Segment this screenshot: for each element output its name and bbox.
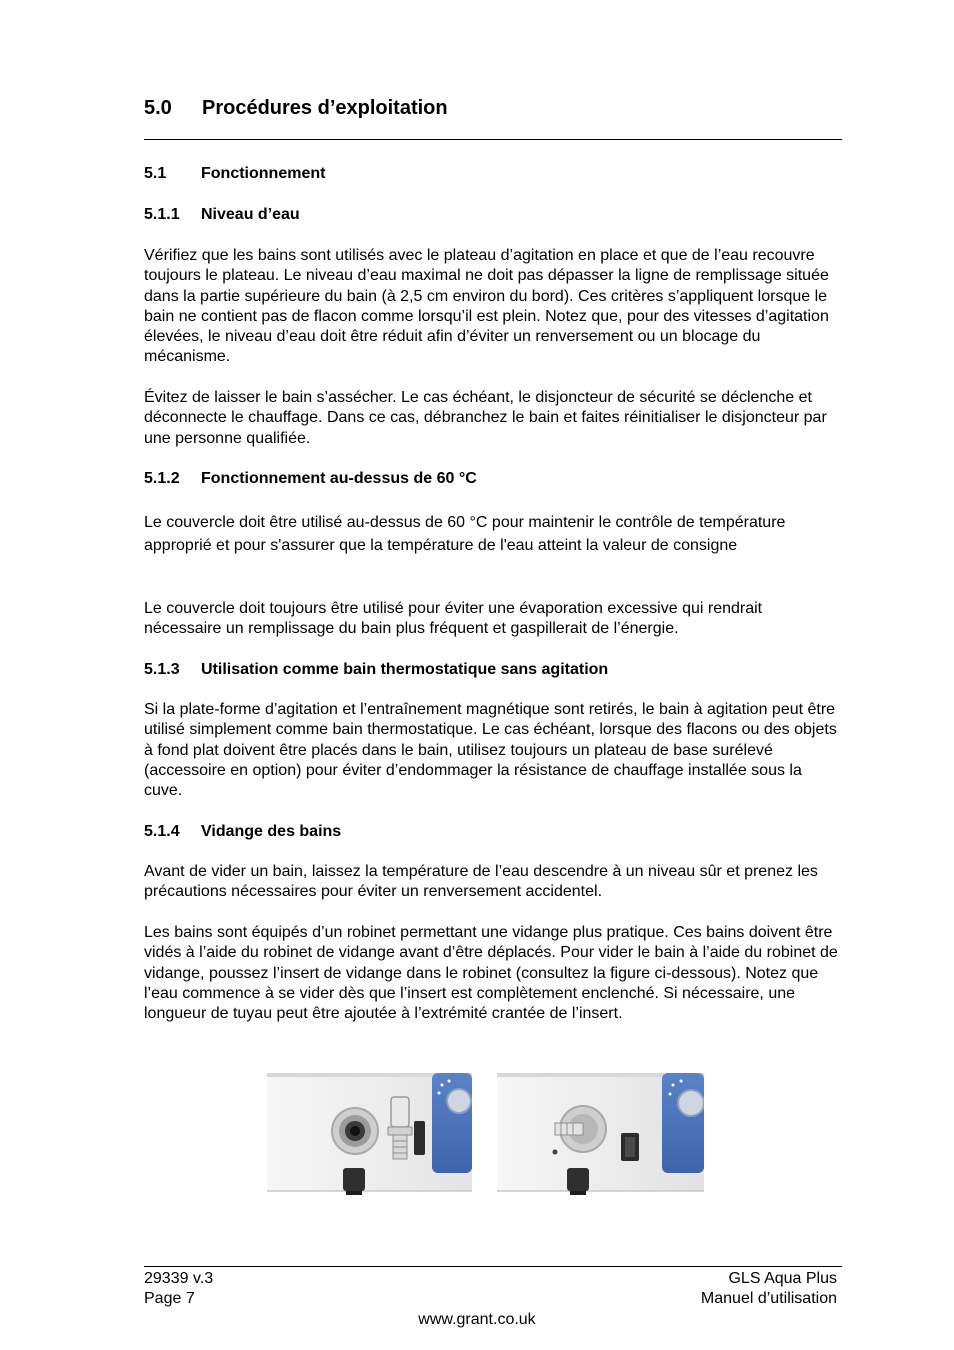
heading-title: Fonctionnement au-dessus de 60 °C bbox=[201, 470, 477, 487]
heading-number: 5.1.1 bbox=[144, 206, 180, 223]
section-title: Procédures d’exploitation bbox=[202, 97, 448, 119]
heading-5-1-3 bbox=[144, 661, 608, 679]
drain-tap-photo-insert-engaged bbox=[497, 1073, 704, 1218]
section-number: 5.0 bbox=[144, 97, 172, 119]
subsection-heading bbox=[144, 165, 325, 183]
footer-website: www.grant.co.uk bbox=[418, 1311, 536, 1328]
paragraph-water-level-1: Vérifiez que les bains sont utilisés avec le plateau d’agitation en place et que de l’eau recouvre toujours le plateau. Le niveau d’eau maximal ne doit pas dépasser la ligne de remplissage située dans la partie supérieure du bain (à 2,5 cm environ du bord). Ces critères s’appliquent lorsque le bain ne contient pas de flacon comme lorsqu’il est plein. Notez que, pour des vitesses d’agitation élevées, le niveau d’eau doit être réduit afin d’éviter un renversement ou un blocage du mécanisme. bbox=[144, 247, 829, 366]
heading-title: Niveau d’eau bbox=[201, 206, 300, 223]
heading-rule bbox=[144, 139, 842, 140]
footer-product-name: GLS Aqua Plus bbox=[728, 1270, 837, 1287]
paragraph-lid-2: Le couvercle doit toujours être utilisé pour éviter une évaporation excessive qui rendrait nécessaire un remplissage du bain plus fréquent et gaspillerait de l’énergie. bbox=[144, 600, 763, 638]
heading-5-1-4 bbox=[144, 823, 341, 841]
footer-doc-number: 29339 v.3 bbox=[144, 1270, 214, 1287]
paragraph-drain-2: Les bains sont équipés d’un robinet permettant une vidange plus pratique. Ces bains doivent être vidés à l’aide du robinet de vidange avant d’être déplacés. Pour vider le bain à l’aide du robinet de vidange, poussez l’insert de vidange dans le robinet (consultez la figure ci-dessous). Notez que l’eau commence à se vider dès que l’insert est complètement enclenché. Si nécessaire, une longueur de tuyau peut être ajoutée à l’extrémité crantée de l’insert. bbox=[144, 924, 838, 1023]
paragraph-lid-1: Le couvercle doit être utilisé au-dessus de 60 °C pour maintenir le contrôle de température approprié et pour s'assurer que la température de l'eau atteint la valeur de consigne bbox=[144, 514, 786, 554]
heading-title: Utilisation comme bain thermostatique sans agitation bbox=[201, 661, 609, 678]
heading-title: Vidange des bains bbox=[201, 823, 342, 840]
footer-page-number: Page 7 bbox=[144, 1290, 195, 1307]
footer-manual-title: Manuel d’utilisation bbox=[700, 1290, 837, 1307]
section-heading bbox=[144, 97, 842, 120]
heading-number: 5.1.4 bbox=[144, 823, 180, 840]
heading-number: 5.1.3 bbox=[144, 661, 180, 678]
drain-tap-photo-insert-separate bbox=[267, 1073, 472, 1218]
heading-5-1-1 bbox=[144, 206, 300, 224]
paragraph-thermostatic: Si la plate-forme d’agitation et l’entraînement magnétique sont retirés, le bain à agitation peut être utilisé simplement comme bain thermostatique. Le cas échéant, lorsque des flacons ou des objets à fond plat doivent être placés dans le bain, utilisez toujours un plateau de base surélevé (accessoire en option) pour éviter d’endommager la résistance de chauffage installée sous la cuve. bbox=[144, 701, 837, 800]
heading-number: 5.1.2 bbox=[144, 470, 180, 487]
paragraph-drain-1: Avant de vider un bain, laissez la température de l’eau descendre à un niveau sûr et prenez les précautions nécessaires pour éviter un renversement accidentel. bbox=[144, 863, 818, 901]
paragraph-water-level-2: Évitez de laisser le bain s’assécher. Le cas échéant, le disjoncteur de sécurité se déclenche et déconnecte le chauffage. Dans ce cas, débranchez le bain et faites réinitialiser le disjoncteur par une personne qualifiée. bbox=[144, 389, 827, 447]
subsection-title: Fonctionnement bbox=[201, 165, 326, 182]
heading-5-1-2 bbox=[144, 470, 477, 488]
subsection-number: 5.1 bbox=[144, 165, 167, 182]
footer-rule bbox=[144, 1266, 842, 1267]
